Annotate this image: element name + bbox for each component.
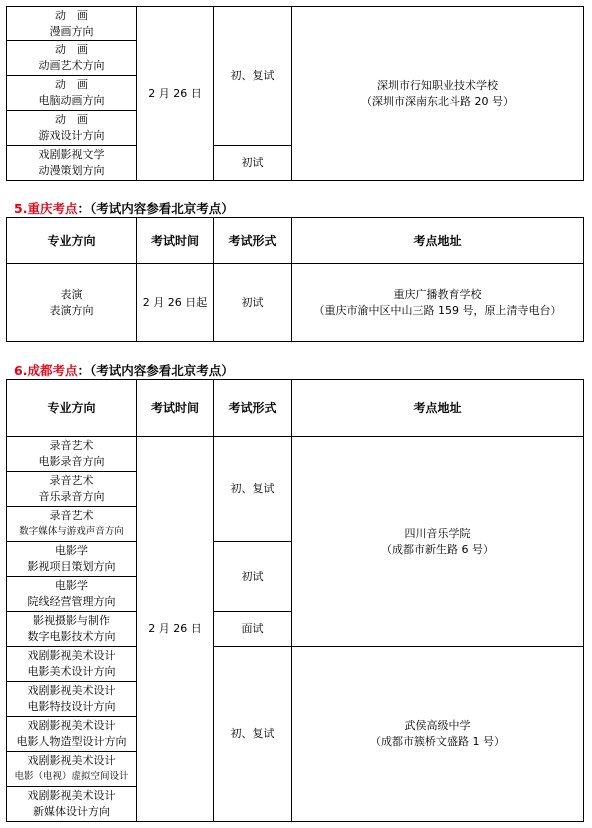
major-cell: 录音艺术 电影录音方向 — [7, 437, 137, 472]
header-form: 考试形式 — [214, 218, 292, 264]
major-cell: 动 画 动画艺术方向 — [7, 41, 137, 76]
chengdu-table — [6, 379, 584, 822]
exam-form: 面试 — [214, 612, 292, 647]
exam-address: 深圳市行知职业技术学校 （深圳市深南东北斗路 20 号） — [292, 7, 584, 181]
exam-form: 初试 — [214, 146, 292, 181]
major-cell: 戏剧影视美术设计 电影人物造型设计方向 — [7, 717, 137, 752]
major-cell: 戏剧影视美术设计 电影特技设计方向 — [7, 682, 137, 717]
header-major: 专业方向 — [7, 380, 137, 437]
exam-form: 初试 — [214, 542, 292, 612]
chongqing-table — [6, 217, 584, 342]
exam-time: 2 月 26 日 — [137, 437, 214, 822]
major-cell: 录音艺术 数字媒体与游戏声音方向 — [7, 507, 137, 542]
major-cell: 录音艺术 音乐录音方向 — [7, 472, 137, 507]
exam-time: 2 月 26 日 — [137, 7, 214, 181]
major-cell: 影视摄影与制作 数字电影技术方向 — [7, 612, 137, 647]
major-cell: 戏剧影视美术设计 电影美术设计方向 — [7, 647, 137, 682]
exam-time: 2 月 26 日起 — [137, 264, 214, 342]
major-cell: 电影学 院线经营管理方向 — [7, 577, 137, 612]
header-time: 考试时间 — [137, 218, 214, 264]
major-cell: 戏剧影视美术设计 新媒体设计方向 — [7, 787, 137, 822]
exam-form: 初、复试 — [214, 647, 292, 822]
major-cell: 动 画 漫画方向 — [7, 7, 137, 41]
exam-form: 初、复试 — [214, 437, 292, 542]
header-time: 考试时间 — [137, 380, 214, 437]
major-cell: 戏剧影视美术设计 电影（电视）虚拟空间设计 — [7, 752, 137, 787]
exam-address: 武侯高级中学 （成都市簇桥文盛路 1 号） — [292, 647, 584, 822]
major-cell: 戏剧影视文学 动漫策划方向 — [7, 146, 137, 181]
chengdu-section-title: 6.成都考点：（考试内容参看北京考点） — [14, 363, 234, 378]
header-address: 考点地址 — [292, 380, 584, 437]
major-cell: 表演 表演方向 — [7, 264, 137, 342]
chongqing-section-title: 5.重庆考点：（考试内容参看北京考点） — [14, 201, 234, 216]
header-form: 考试形式 — [214, 380, 292, 437]
header-major: 专业方向 — [7, 218, 137, 264]
shenzhen-table — [6, 6, 584, 181]
major-cell: 电影学 影视项目策划方向 — [7, 542, 137, 577]
exam-address: 重庆广播教育学校 （重庆市渝中区中山三路 159 号，原上清寺电台） — [292, 264, 584, 342]
major-cell: 动 画 游戏设计方向 — [7, 111, 137, 146]
header-address: 考点地址 — [292, 218, 584, 264]
major-cell: 动 画 电脑动画方向 — [7, 76, 137, 111]
exam-address: 四川音乐学院 （成都市新生路 6 号） — [292, 437, 584, 647]
exam-form: 初试 — [214, 264, 292, 342]
exam-form: 初、复试 — [214, 7, 292, 146]
